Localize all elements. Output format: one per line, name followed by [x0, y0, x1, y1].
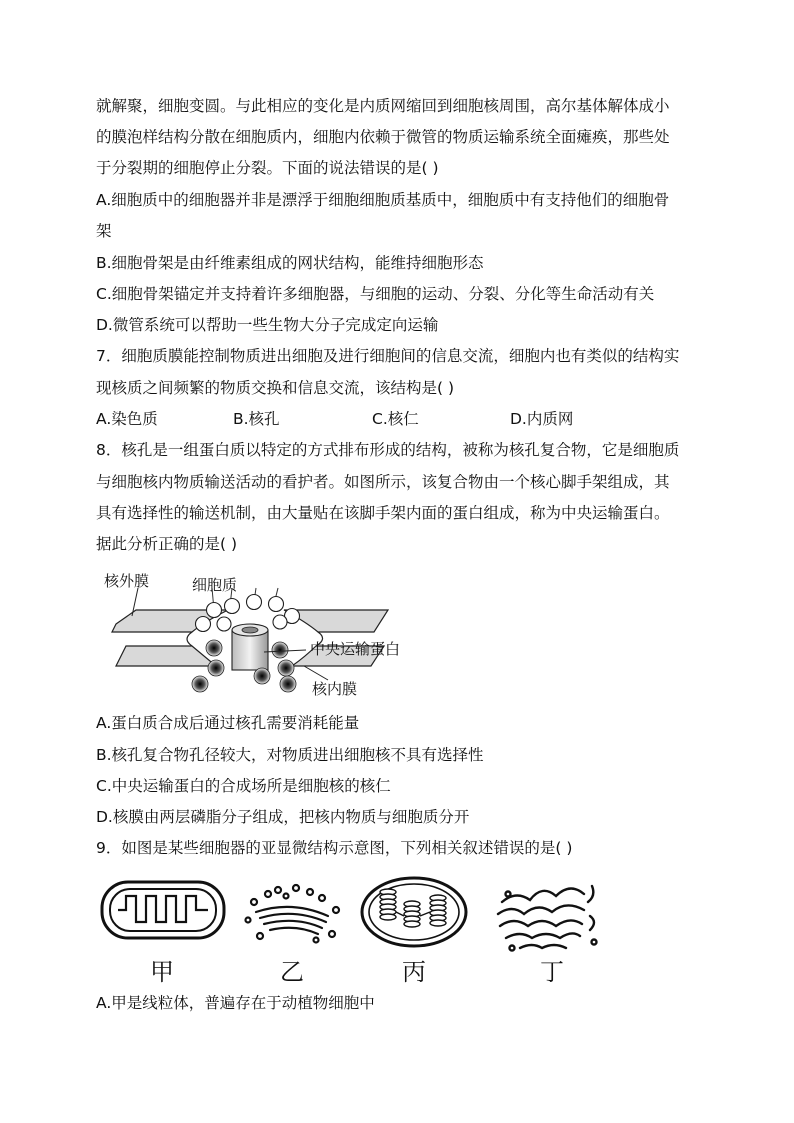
- q6-option-b: B.细胞骨架是由纤维素组成的网状结构，能维持细胞形态: [96, 254, 484, 272]
- q6-option-a: A.细胞质中的细胞器并非是漂浮于细胞细胞质基质中，细胞质中有支持他们的细胞骨: [96, 191, 670, 209]
- label-inner-membrane: 核内膜: [312, 680, 358, 698]
- golgi-icon: [246, 885, 340, 943]
- q6-option-d: D.微管系统可以帮助一些生物大分子完成定向运输: [96, 316, 439, 334]
- label-bing: 丙: [402, 958, 426, 986]
- mitochondrion-icon: [102, 882, 224, 938]
- q8-stem-line-2: 与细胞核内物质输送活动的看护者。如图所示，该复合物由一个核心脚手架组成，其: [96, 473, 670, 491]
- q6-option-a-cont: 架: [96, 222, 112, 240]
- q8-option-a: A.蛋白质合成后通过核孔需要消耗能量: [96, 714, 360, 732]
- q7-option-d: D.内质网: [510, 410, 574, 428]
- q8-stem-line-1: 8．核孔是一组蛋白质以特定的方式排布形成的结构，被称为核孔复合物，它是细胞质: [96, 441, 680, 459]
- label-central-protein: 中央运输蛋白: [310, 640, 401, 658]
- q6-option-c: C.细胞骨架锚定并支持着许多细胞器，与细胞的运动、分裂、分化等生命活动有关: [96, 285, 655, 303]
- q7-option-c: C.核仁: [372, 410, 419, 428]
- q8-stem-line-4: 据此分析正确的是( ): [96, 535, 238, 553]
- q8-option-b: B.核孔复合物孔径较大，对物质进出细胞核不具有选择性: [96, 746, 484, 764]
- label-cytoplasm: 细胞质: [192, 576, 238, 594]
- label-jia: 甲: [150, 958, 174, 986]
- q8-option-c: C.中央运输蛋白的合成场所是细胞核的核仁: [96, 777, 391, 795]
- organelles-figure: [96, 872, 616, 987]
- outer-membrane-sheet-right: [284, 610, 388, 632]
- nuclear-pore-figure: [96, 566, 436, 706]
- q9-stem-line-1: 9．如图是某些细胞器的亚显微结构示意图，下列相关叙述错误的是( ): [96, 839, 573, 857]
- q6-stem-line-1: 就解聚，细胞变圆。与此相应的变化是内质网缩回到细胞核周围，高尔基体解体成小: [96, 97, 670, 115]
- q7-stem-line-1: 7．细胞质膜能控制物质进出细胞及进行细胞间的信息交流，细胞内也有类似的结构实: [96, 347, 680, 365]
- q9-option-a: A.甲是线粒体，普遍存在于动植物细胞中: [96, 994, 375, 1012]
- q8-stem-line-3: 具有选择性的输送机制，由大量贴在该脚手架内面的蛋白组成，称为中央运输蛋白。: [96, 504, 670, 522]
- q7-stem-line-2: 现核质之间频繁的物质交换和信息交流，该结构是( ): [96, 379, 455, 397]
- q7-options-row: [96, 409, 696, 429]
- q7-option-a: A.染色质: [96, 410, 158, 428]
- chloroplast-icon: [362, 878, 466, 946]
- q7-option-b: B.核孔: [233, 410, 280, 428]
- label-yi: 乙: [280, 958, 304, 986]
- inner-membrane-sheet: [116, 646, 216, 666]
- label-outer-membrane: 核外膜: [104, 572, 150, 590]
- label-ding: 丁: [540, 958, 564, 986]
- q6-stem-line-3: 于分裂期的细胞停止分裂。下面的说法错误的是( ): [96, 159, 439, 177]
- endoplasmic-reticulum-icon: [498, 886, 597, 951]
- q6-stem-line-2: 的膜泡样结构分散在细胞质内，细胞内依赖于微管的物质运输系统全面瘫痪，那些处: [96, 128, 670, 146]
- q8-option-d: D.核膜由两层磷脂分子组成，把核内物质与细胞质分开: [96, 808, 470, 826]
